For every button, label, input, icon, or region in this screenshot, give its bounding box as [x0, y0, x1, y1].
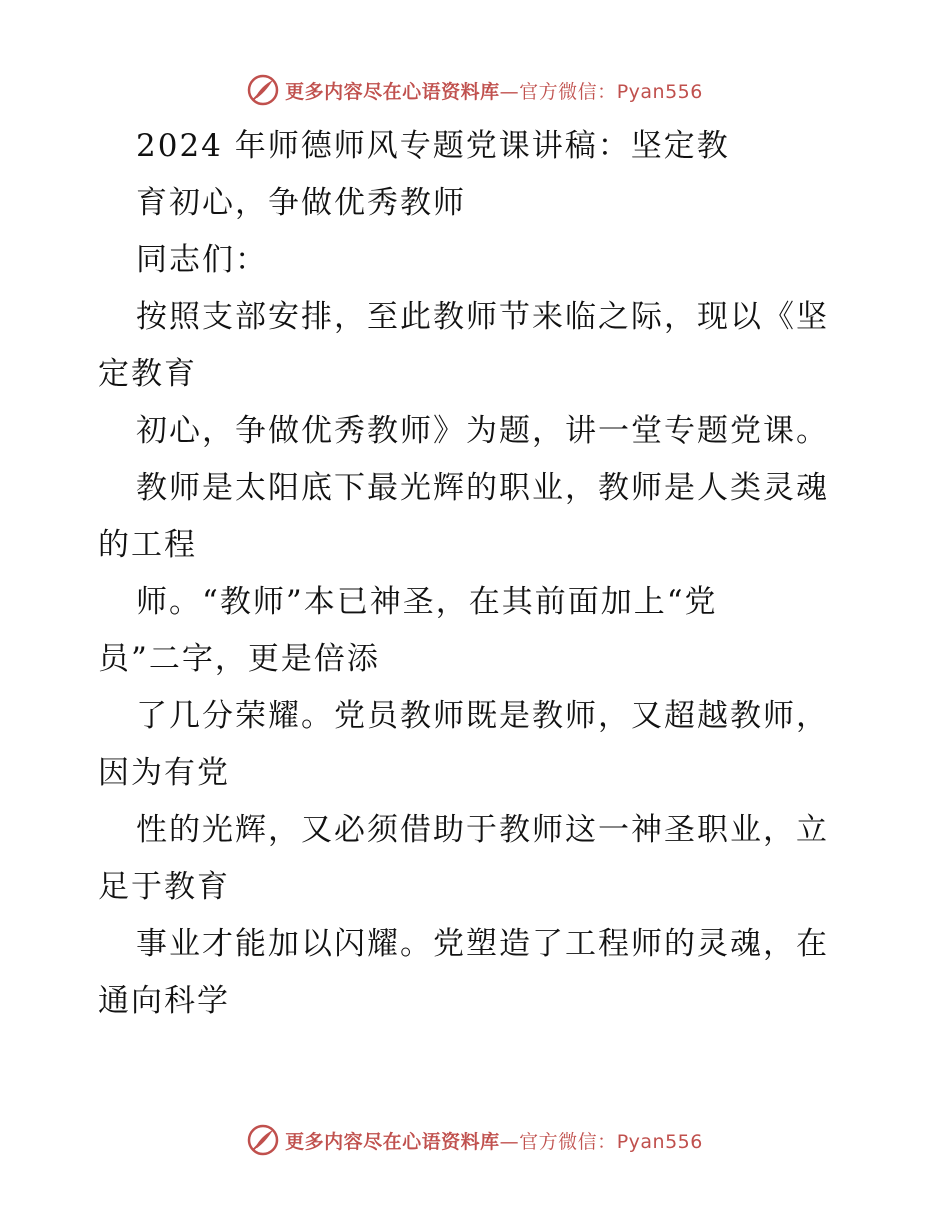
watermark-brand: 更多内容尽在心语资料库: [285, 80, 500, 103]
paragraph-line: 按照支部安排，至此教师节来临之际，现以《坚: [136, 299, 829, 335]
watermark-wechat-id: Pyan556: [616, 80, 703, 103]
paragraph-line: 教师是太阳底下最光辉的职业，教师是人类灵魂: [136, 470, 829, 506]
watermark-wechat-id: Pyan556: [616, 1130, 703, 1153]
paragraph-line: 事业才能加以闪耀。党塑造了工程师的灵魂，在: [136, 926, 829, 962]
watermark-wechat-label: 官方微信：: [519, 80, 617, 103]
paragraph-line: 因为有党: [98, 755, 230, 791]
watermark-wechat-label: 官方微信：: [519, 1130, 617, 1153]
watermark-text: [285, 77, 703, 104]
document-body: [98, 118, 858, 1030]
watermark-text: [285, 1127, 703, 1154]
paragraph-line: 师。“教师”本已神圣，在其前面加上“党: [136, 584, 718, 620]
paragraph-line: 了几分荣耀。党员教师既是教师，又超越教师，: [136, 698, 829, 734]
salutation: 同志们：: [136, 242, 268, 278]
paragraph-line: 通向科学: [98, 983, 230, 1019]
quill-logo-icon: [247, 1124, 279, 1156]
paragraph-line: 定教育: [98, 356, 197, 392]
watermark-separator: —: [499, 1130, 520, 1153]
watermark-brand: 更多内容尽在心语资料库: [285, 1130, 500, 1153]
paragraph-line: 足于教育: [98, 869, 230, 905]
paragraph-line: 性的光辉，又必须借助于教师这一神圣职业，立: [136, 812, 829, 848]
title-line-1: 2024 年师德师风专题党课讲稿：坚定教: [136, 128, 730, 164]
paragraph-line: 员”二字，更是倍添: [98, 641, 380, 677]
paragraph-line: 的工程: [98, 527, 197, 563]
title-line-2: 育初心，争做优秀教师: [136, 185, 466, 221]
header-watermark: [0, 72, 950, 108]
paragraph-line: 初心，争做优秀教师》为题，讲一堂专题党课。: [136, 413, 829, 449]
quill-logo-icon: [247, 74, 279, 106]
watermark-separator: —: [499, 80, 520, 103]
footer-watermark: [0, 1122, 950, 1158]
